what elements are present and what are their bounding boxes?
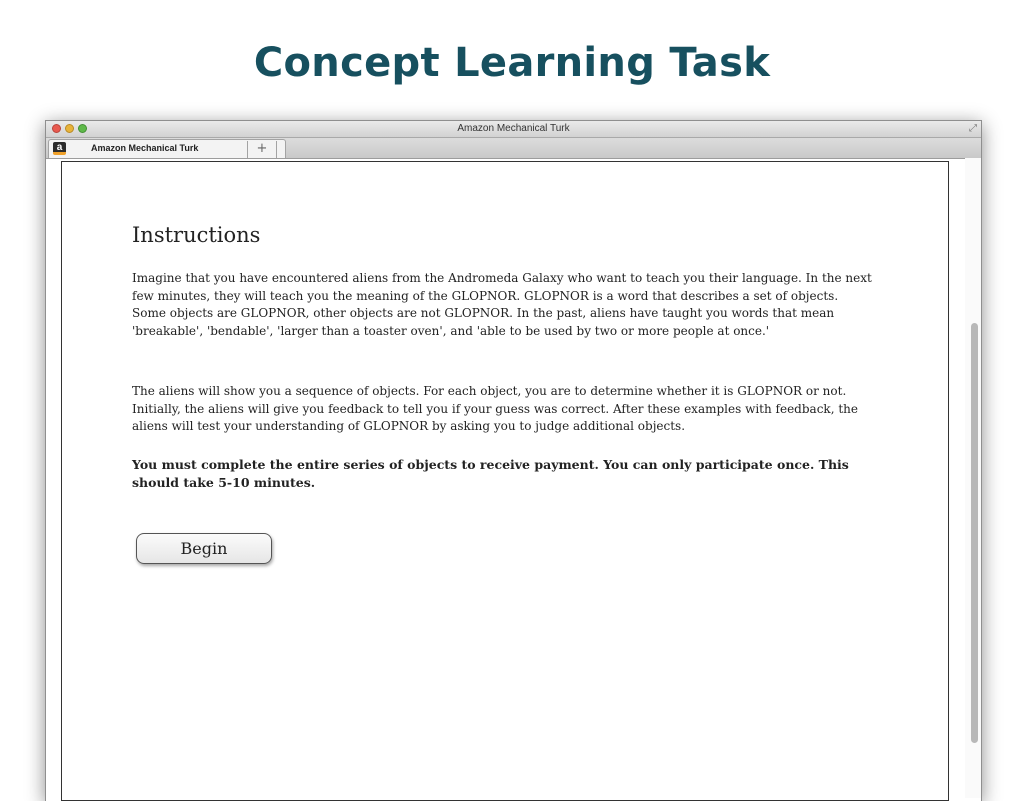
resize-icon[interactable]: ⤢ (969, 123, 977, 134)
slide-title: Concept Learning Task (253, 40, 771, 86)
amazon-favicon-icon: a (53, 142, 66, 155)
tab-bar (46, 138, 981, 159)
browser-window (45, 120, 982, 801)
vertical-scrollbar[interactable] (965, 158, 981, 798)
tab-label: Amazon Mechanical Turk (91, 143, 199, 153)
plus-icon[interactable]: + (247, 141, 277, 158)
page-heading: Instructions (132, 223, 261, 247)
instructions-paragraph-2: The aliens will show you a sequence of objects. For each object, you are to determine whether it is GLOPNOR or not. Initially, the aliens will give you feedback to tell you if your guess was correct. After these examples with feedback, the aliens will test your understanding of GLOPNOR by asking you to judge additional objects. (132, 384, 858, 433)
payment-notice: You must complete the entire series of objects to receive payment. You can only participate once. This should take 5-10 minutes. (132, 457, 849, 490)
window-titlebar (46, 121, 981, 138)
tab-amazon-mechanical-turk[interactable] (48, 139, 286, 158)
instructions-paragraph-1: Imagine that you have encountered aliens from the Andromeda Galaxy who want to teach you their language. In the next few minutes, they will teach you the meaning of the GLOPNOR. GLOPNOR is a word that describes a set of objects. Some objects are GLOPNOR, other objects are not GLOPNOR. In the past, aliens have taught you words that mean 'breakable', 'bendable', 'larger than a toaster oven', and 'able to be used by two or more people at once.' (132, 271, 872, 338)
begin-button[interactable]: Begin (136, 533, 272, 564)
scrollbar-thumb[interactable] (971, 323, 978, 743)
page-content (61, 161, 949, 801)
window-title: Amazon Mechanical Turk (457, 123, 570, 134)
